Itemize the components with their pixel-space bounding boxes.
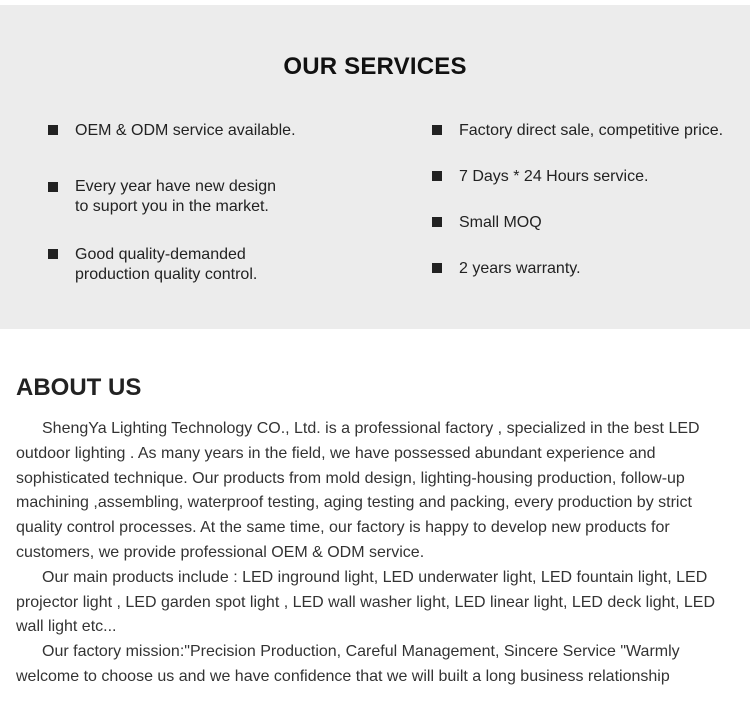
service-text: 2 years warranty. <box>459 260 581 277</box>
square-bullet-icon <box>432 263 442 273</box>
service-text: Factory direct sale, competitive price. <box>459 122 724 139</box>
services-title: OUR SERVICES <box>283 53 467 80</box>
square-bullet-icon <box>432 125 442 135</box>
square-bullet-icon <box>432 171 442 181</box>
service-text: OEM & ODM service available. <box>75 122 296 139</box>
service-text: production quality control. <box>75 266 258 283</box>
service-text: Every year have new design <box>75 178 276 195</box>
square-bullet-icon <box>432 217 442 227</box>
square-bullet-icon <box>48 182 58 192</box>
about-body <box>16 417 742 690</box>
about-title: ABOUT US <box>16 374 142 401</box>
service-text: to suport you in the market. <box>75 198 269 215</box>
service-text: Small MOQ <box>459 214 542 231</box>
about-paragraph: Our main products include : LED inground light, LED underwater light, LED fountain light, LED projector light , LED garden spot light , LED wall washer light, LED linear light, LED deck light, LED wall light etc... <box>16 568 716 636</box>
services-section <box>0 5 750 329</box>
square-bullet-icon <box>48 125 58 135</box>
service-text: Good quality-demanded <box>75 246 246 263</box>
about-paragraph: ShengYa Lighting Technology CO., Ltd. is a professional factory , specialized in the best LED outdoor lighting . As many years in the field, we have possessed abundant experience and sophisticated technique. Our products from mold design, lighting-housing production, follow-up machining ,assembling, waterproof testing, aging testing and packing, every production by strict quality control processes. At the same time, our factory is happy to develop new products for customers, we provide professional OEM & ODM service. <box>16 420 700 561</box>
square-bullet-icon <box>48 249 58 259</box>
about-paragraph: Our factory mission:"Precision Production, Careful Management, Sincere Service "Warmly welcome to choose us and we have confidence that we will built a long business relationship <box>16 643 680 685</box>
service-text: 7 Days * 24 Hours service. <box>459 168 649 185</box>
